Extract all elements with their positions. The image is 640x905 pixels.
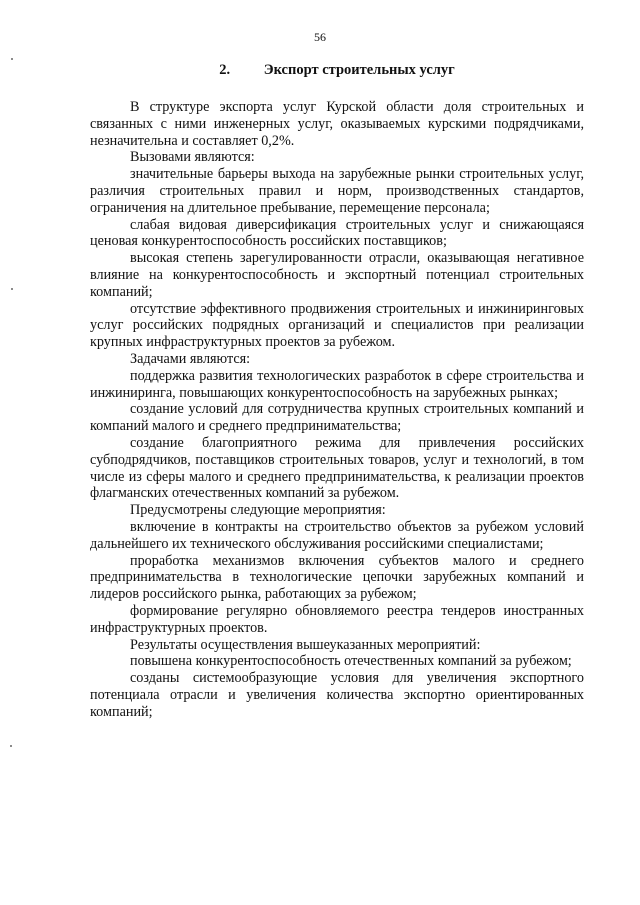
paragraph: формирование регулярно обновляемого реестра тендеров иностранных инфраструктурных проектов. — [90, 602, 584, 636]
scan-speck — [11, 58, 13, 60]
paragraph: высокая степень зарегулированности отрасли, оказывающая негативное влияние на конкурентоспособность и экспортный потенциал строительных компаний; — [90, 250, 584, 300]
paragraph: значительные барьеры выхода на зарубежные рынки строительных услуг, различия строительных правил и норм, производственных стандартов, ограничения на длительное пребывание, перемещение персонала; — [90, 166, 584, 216]
section-heading — [90, 62, 584, 79]
paragraph: слабая видовая диверсификация строительных услуг и снижающаяся ценовая конкурентоспособность российских поставщиков; — [90, 216, 584, 250]
paragraph: проработка механизмов включения субъектов малого и среднего предпринимательства в технологические цепочки зарубежных компаний и лидеров российского рынка, работающих за рубежом; — [90, 552, 584, 603]
paragraph: создание благоприятного режима для привлечения российских субподрядчиков, поставщиков строительных товаров, услуг и технологий, в том числе из сферы малого и среднего предпринимательства, к реализации проектов флагманских отечественных компаний за рубежом. — [90, 434, 584, 502]
paragraph: включение в контракты на строительство объектов за рубежом условий дальнейшего их технического обслуживания российскими специалистами; — [90, 518, 584, 552]
document-body — [90, 99, 584, 720]
scan-speck — [11, 288, 13, 290]
paragraph: В структуре экспорта услуг Курской области доля строительных и связанных с ними инженерных услуг, оказываемых курскими подрядчиками, незначительна и составляет 0,2%. — [90, 99, 584, 149]
paragraph: Задачами являются: — [130, 350, 251, 367]
paragraph: созданы системообразующие условия для увеличения экспортного потенциала отрасли и увеличения количества экспортно ориентированных компаний; — [90, 670, 584, 720]
paragraph: отсутствие эффективного продвижения строительных и инжиниринговых услуг российских подрядных организаций и специалистов при реализации крупных инфраструктурных проектов за рубежом. — [90, 300, 584, 351]
paragraph: Вызовами являются: — [130, 149, 255, 166]
paragraph: создание условий для сотрудничества крупных строительных компаний и компаний малого и среднего предпринимательства; — [90, 401, 584, 435]
paragraph: поддержка развития технологических разработок в сфере строительства и инжиниринга, повышающих конкурентоспособность на зарубежных рынках; — [90, 367, 584, 401]
section-number: 2. — [219, 62, 231, 78]
page-number: 56 — [314, 30, 326, 44]
section-title: Экспорт строительных услуг — [263, 62, 455, 78]
paragraph: Результаты осуществления вышеуказанных мероприятий: — [130, 636, 481, 653]
paragraph: Предусмотрены следующие мероприятия: — [130, 502, 386, 519]
scan-speck — [10, 745, 12, 747]
paragraph: повышена конкурентоспособность отечественных компаний за рубежом; — [130, 653, 572, 670]
